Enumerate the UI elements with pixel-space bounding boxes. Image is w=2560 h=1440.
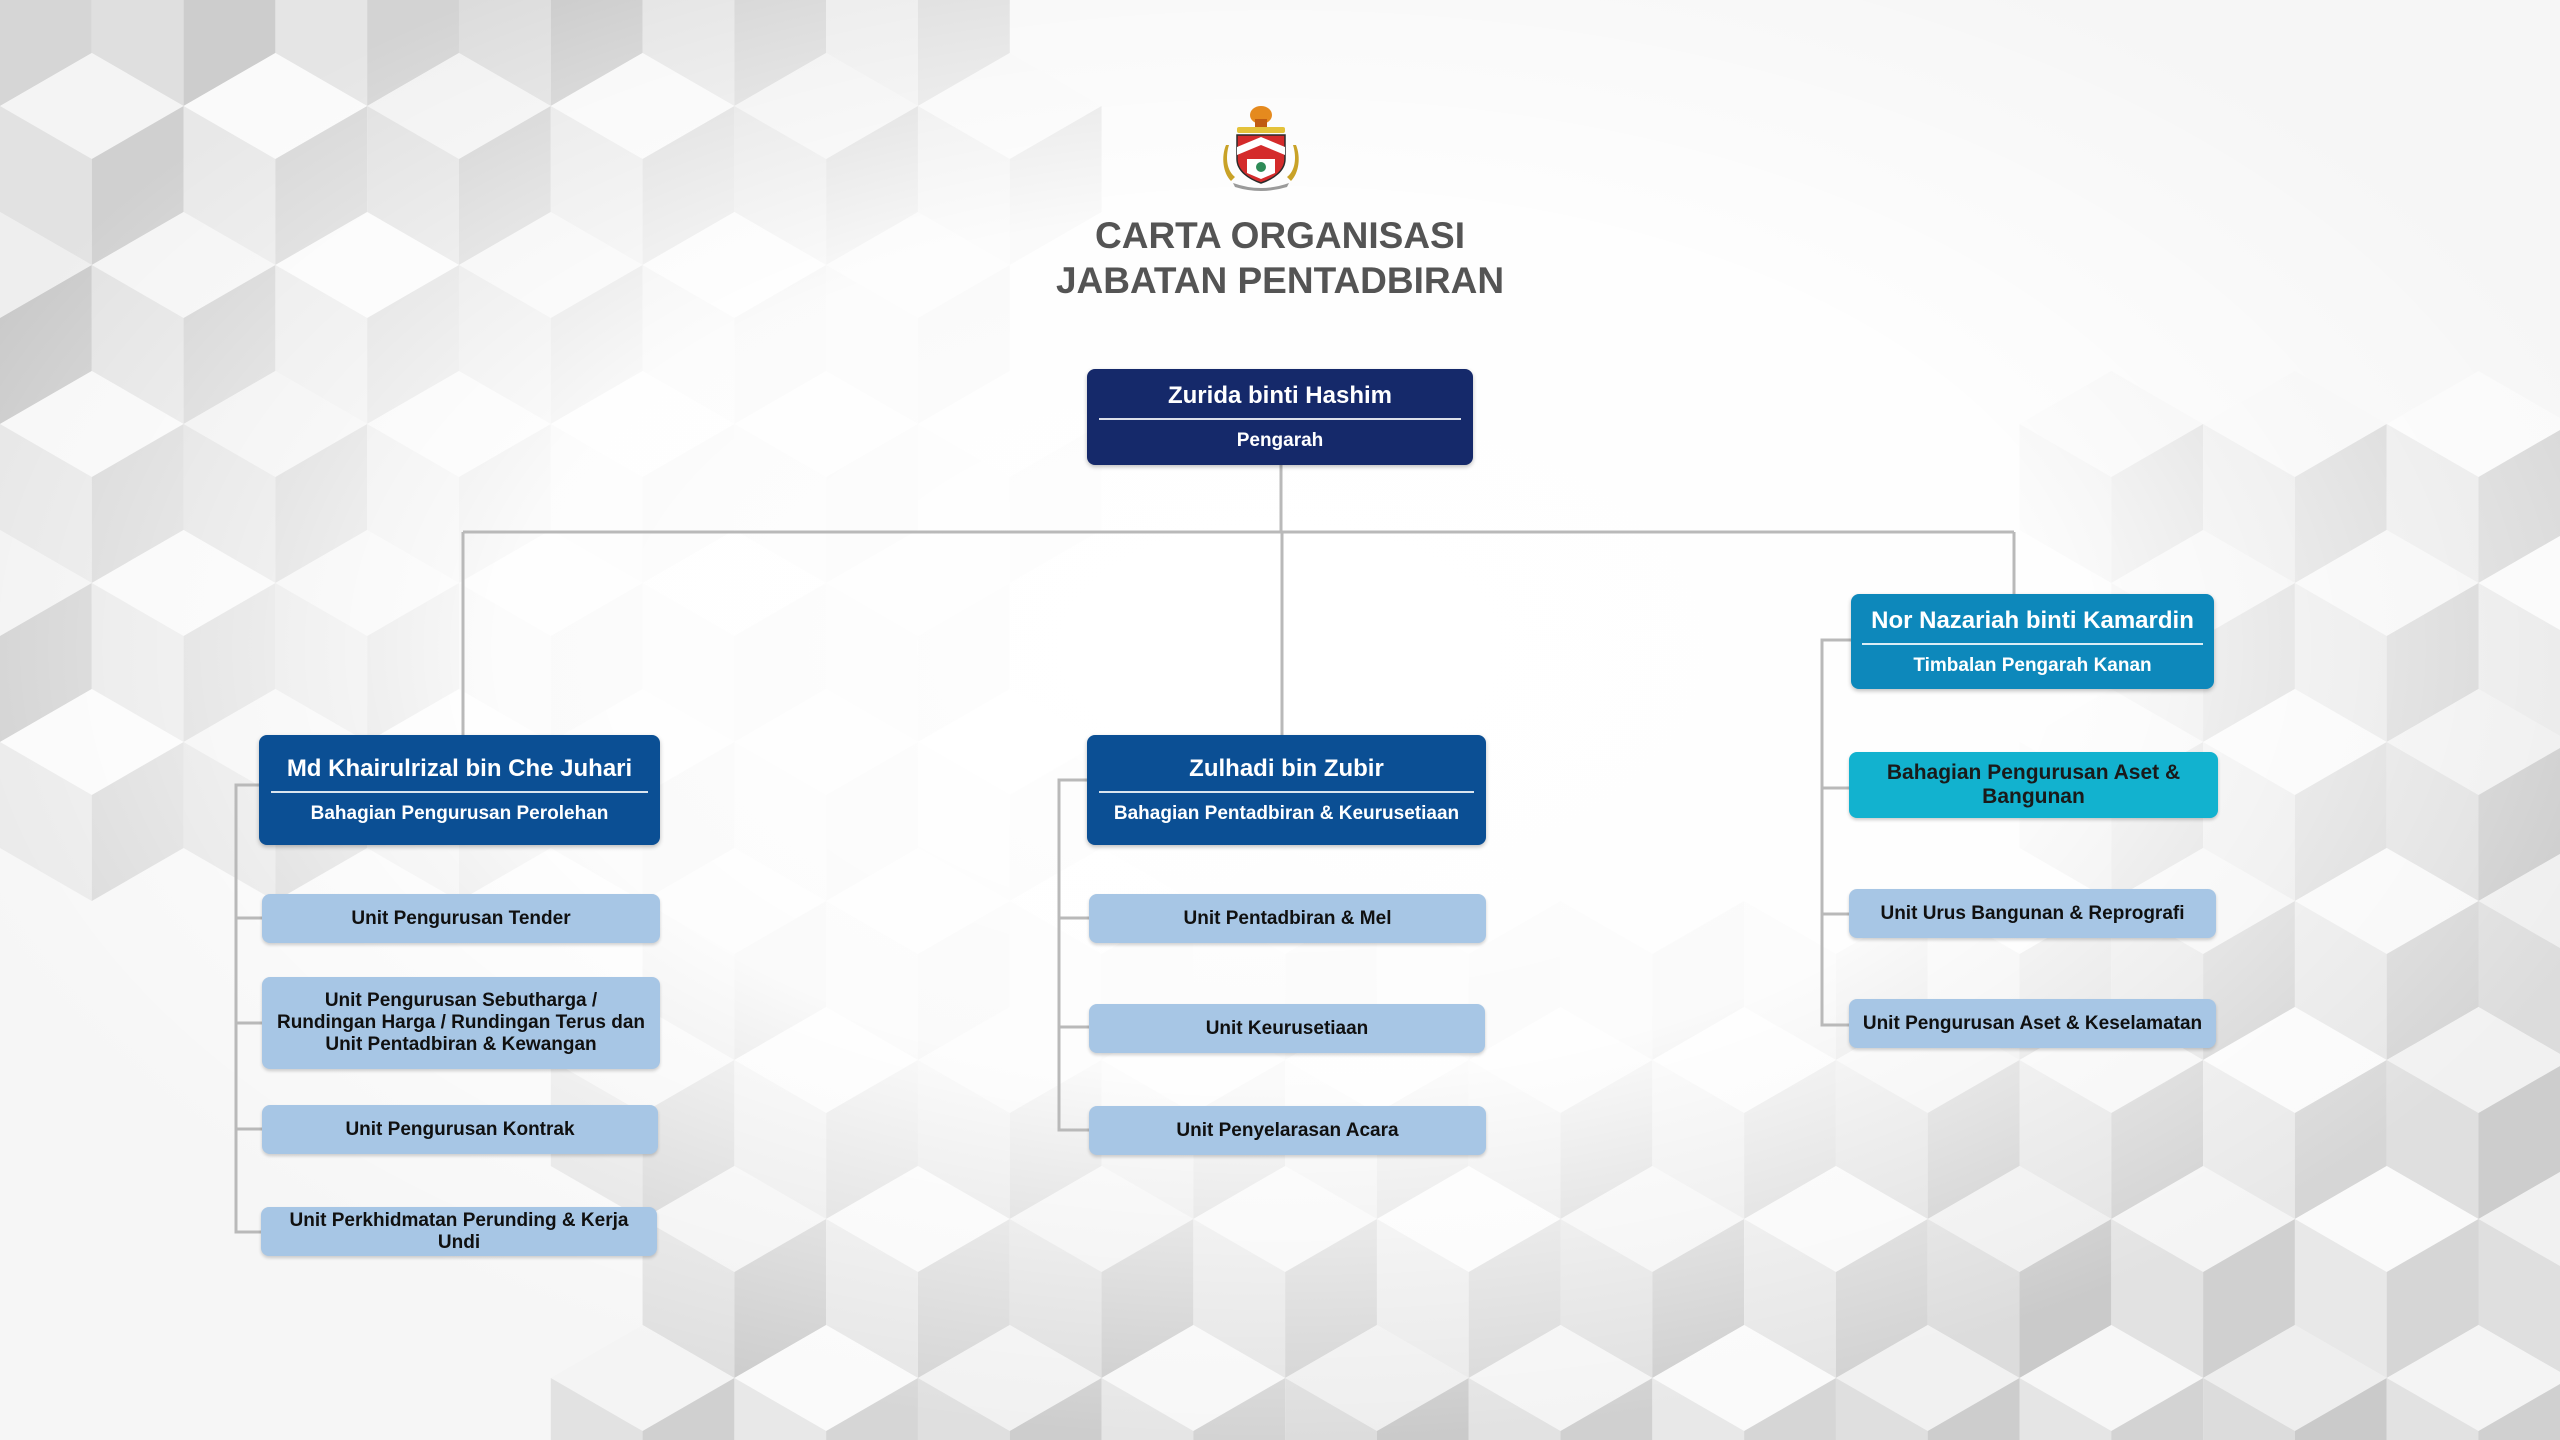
unit-asset-safety: Unit Pengurusan Aset & Keselamatan — [1849, 999, 2216, 1048]
unit-quotation-negotiation: Unit Pengurusan Sebutharga / Rundingan Harga / Rundingan Terus dan Unit Pentadbiran & Kewangan — [262, 977, 660, 1069]
director-role: Pengarah — [1236, 430, 1324, 451]
unit-event-coordination: Unit Penyelarasan Acara — [1089, 1106, 1486, 1155]
middle-units-connector — [1059, 780, 1089, 1130]
divider — [271, 791, 648, 793]
divider — [1099, 791, 1474, 793]
unit-contract: Unit Pengurusan Kontrak — [262, 1105, 658, 1154]
divider — [1099, 418, 1462, 420]
unit-building-reprography: Unit Urus Bangunan & Reprografi — [1849, 889, 2216, 938]
administration-division-box — [1087, 735, 1486, 845]
procurement-division-box — [259, 735, 660, 845]
division-name: Bahagian Pengurusan Aset & Bangunan — [1886, 761, 2181, 808]
director-name: Zurida binti Hashim — [1167, 382, 1392, 409]
unit-administration-mail: Unit Pentadbiran & Mel — [1089, 894, 1486, 943]
division-head-name: Md Khairulrizal bin Che Juhari — [286, 755, 633, 782]
asset-building-division-box — [1849, 752, 2218, 818]
unit-secretariat: Unit Keurusetiaan — [1089, 1004, 1485, 1053]
right-units-connector — [1822, 640, 1851, 1025]
unit-consultancy-works: Unit Perkhidmatan Perunding & Kerja Undi — [261, 1207, 657, 1256]
director-box — [1087, 369, 1473, 465]
division-name: Bahagian Pentadbiran & Keurusetiaan — [1113, 803, 1460, 824]
division-head-name: Zulhadi bin Zubir — [1189, 755, 1384, 782]
divider — [1862, 643, 2203, 645]
deputy-role: Timbalan Pengarah Kanan — [1913, 654, 2152, 676]
division-name: Bahagian Pengurusan Perolehan — [310, 803, 609, 824]
chart-title-line-2: JABATAN PENTADBIRAN — [1055, 260, 1505, 301]
chart-title-line-1: CARTA ORGANISASI — [1095, 215, 1465, 256]
left-units-connector — [236, 785, 262, 1232]
director-connector — [463, 464, 2014, 735]
deputy-name: Nor Nazariah binti Kamardin — [1871, 606, 2194, 634]
unit-tender: Unit Pengurusan Tender — [262, 894, 660, 943]
deputy-box — [1851, 594, 2214, 689]
